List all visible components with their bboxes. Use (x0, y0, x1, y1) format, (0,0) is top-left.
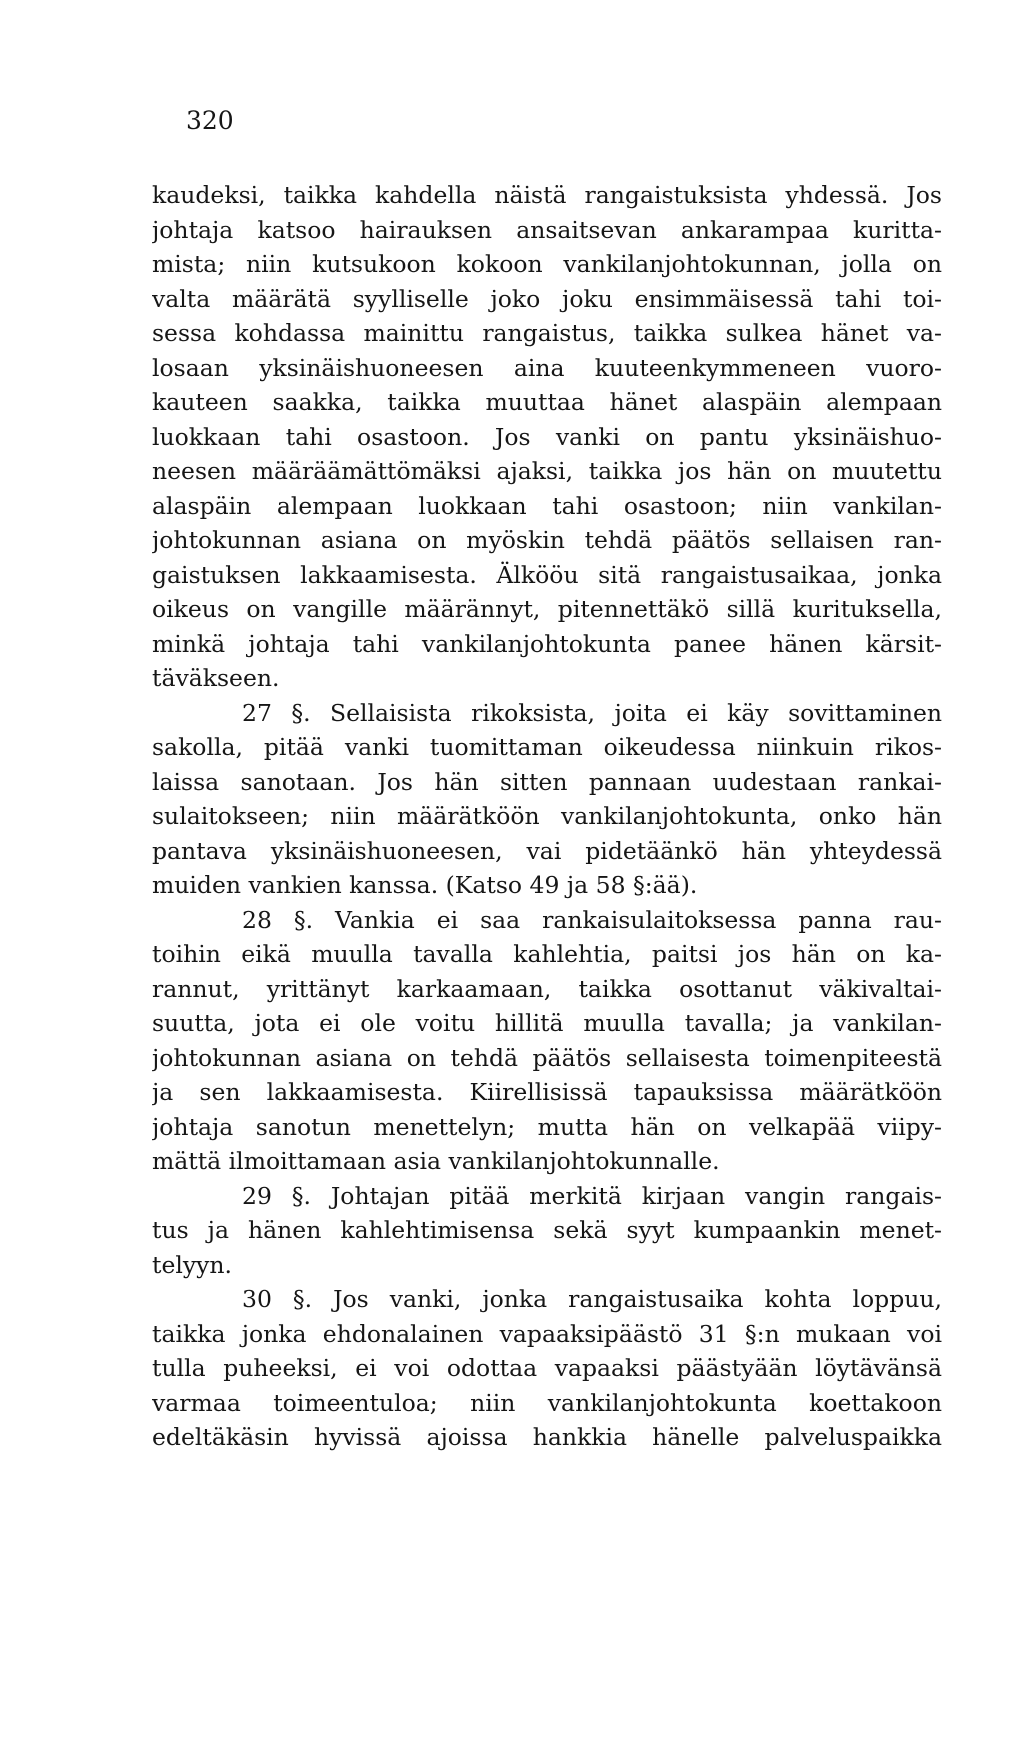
text-line: sakolla, pitää vanki tuomittaman oikeudessa niinkuin rikos- (152, 733, 942, 761)
text-line: laissa sanotaan. Jos hän sitten pannaan uudestaan rankai- (152, 767, 942, 796)
text-line: taikka jonka ehdonalainen vapaaksipäästö 31 §:n mukaan voi (152, 1319, 942, 1348)
text-line: luokkaan tahi osastoon. Jos vanki on pantu yksinäishuo- (152, 422, 942, 451)
text-line: telyyn. (152, 1250, 233, 1279)
text-line: mättä ilmoittamaan asia vankilanjohtokunnalle. (152, 1147, 720, 1175)
text-line: täväkseen. (152, 664, 280, 692)
text-line: tus ja hänen kahlehtimisensa sekä syyt kumpaankin menet- (152, 1216, 942, 1244)
text-line: rannut, yrittänyt karkaamaan, taikka osottanut väkivaltai- (152, 974, 942, 1003)
text-line: johtokunnan asiana on myöskin tehdä päätös sellaisen ran- (152, 526, 942, 554)
text-line: minkä johtaja tahi vankilanjohtokunta panee hänen kärsit- (152, 629, 942, 658)
text-line: neesen määräämättömäksi ajaksi, taikka jos hän on muutettu (152, 457, 942, 485)
text-line: tulla puheeksi, ei voi odottaa vapaaksi päästyään löytävänsä (152, 1354, 942, 1382)
text-line: ja sen lakkaamisesta. Kiirellisissä tapauksissa määrätköön (152, 1078, 942, 1106)
text-line: 27 §. Sellaisista rikoksista, joita ei käy sovittaminen (242, 698, 942, 727)
text-line: edeltäkäsin hyvissä ajoissa hankkia hänelle palveluspaikka (152, 1423, 942, 1451)
text-line: losaan yksinäishuoneesen aina kuuteenkymmeneen vuoro- (152, 353, 942, 382)
body-text (152, 178, 942, 1455)
text-line: 30 §. Jos vanki, jonka rangaistusaika kohta loppuu, (242, 1285, 942, 1313)
text-line: valta määrätä syylliselle joko joku ensimmäisessä tahi toi- (152, 284, 942, 313)
text-line: pantava yksinäishuoneesen, vai pidetäänkö hän yhteydessä (152, 836, 942, 865)
text-line: sulaitokseen; niin määrätköön vankilanjohtokunta, onko hän (152, 802, 942, 830)
text-line: toihin eikä muulla tavalla kahlehtia, paitsi jos hän on ka- (152, 940, 942, 968)
text-line: johtaja katsoo hairauksen ansaitsevan ankarampaa kuritta- (152, 215, 942, 244)
text-line: johtaja sanotun menettelyn; mutta hän on velkapää viipy- (152, 1112, 942, 1141)
text-line: johtokunnan asiana on tehdä päätös sellaisesta toimenpiteestä (152, 1043, 942, 1072)
text-line: alaspäin alempaan luokkaan tahi osastoon; niin vankilan- (152, 491, 942, 520)
text-line: kauteen saakka, taikka muuttaa hänet alaspäin alempaan (152, 388, 942, 416)
text-line: 29 §. Johtajan pitää merkitä kirjaan vangin rangais- (242, 1181, 942, 1210)
text-line: kaudeksi, taikka kahdella näistä rangaistuksista yhdessä. Jos (152, 181, 942, 209)
text-line: gaistuksen lakkaamisesta. Älkööu sitä rangaistusaikaa, jonka (152, 560, 942, 589)
page-number: 320 (186, 106, 234, 135)
text-line: oikeus on vangille määrännyt, pitennettäkö sillä kurituksella, (152, 595, 942, 623)
text-line: suutta, jota ei ole voitu hillitä muulla tavalla; ja vankilan- (152, 1009, 942, 1037)
text-line: 28 §. Vankia ei saa rankaisulaitoksessa panna rau- (242, 905, 942, 934)
text-line: muiden vankien kanssa. (Katso 49 ja 58 §:ää). (152, 871, 698, 899)
text-line: varmaa toimeentuloa; niin vankilanjohtokunta koettakoon (152, 1388, 942, 1417)
text-line: sessa kohdassa mainittu rangaistus, taikka sulkea hänet va- (152, 319, 942, 347)
text-line: mista; niin kutsukoon kokoon vankilanjohtokunnan, jolla on (152, 250, 942, 278)
